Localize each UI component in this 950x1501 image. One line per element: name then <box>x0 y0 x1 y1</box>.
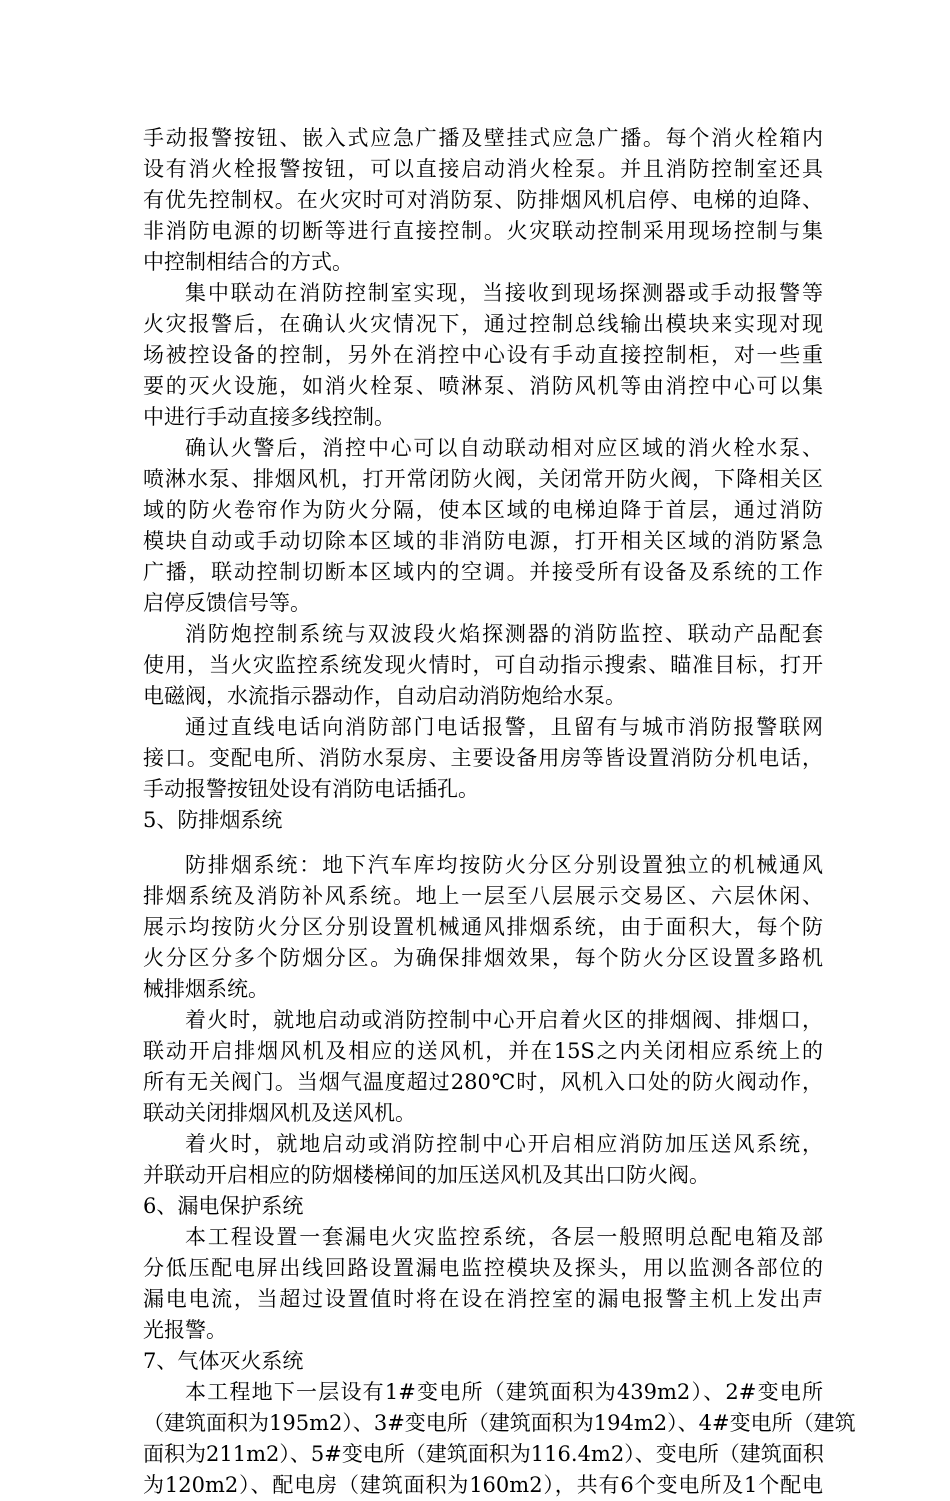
text-line: 有优先控制权。在火灾时可对消防泵、防排烟风机启停、电梯的迫降、 <box>143 188 823 212</box>
text-line: 火灾报警后，在确认火灾情况下，通过控制总线输出模块来实现对现 <box>143 312 823 336</box>
text-line: （建筑面积为195m2）、3#变电所（建筑面积为194m2）、4#变电所（建筑 <box>143 1411 856 1435</box>
text-line: 使用，当火灾监控系统发现火情时，可自动指示搜索、瞄准目标，打开 <box>143 653 823 677</box>
section-heading: 7、气体灭火系统 <box>143 1349 304 1373</box>
text-line: 防排烟系统：地下汽车库均按防火分区分别设置独立的机械通风 <box>185 853 823 877</box>
paragraph <box>143 123 823 278</box>
text-line: 面积为211m2）、5#变电所（建筑面积为116.4m2）、变电所（建筑面积 <box>143 1442 824 1466</box>
section-heading: 5、防排烟系统 <box>143 808 283 832</box>
text-line: 展示均按防火分区分别设置机械通风排烟系统，由于面积大，每个防 <box>143 915 823 939</box>
text-line: 着火时，就地启动或消防控制中心开启着火区的排烟阀、排烟口， <box>185 1008 823 1032</box>
document-body <box>143 123 856 1501</box>
paragraph <box>143 1222 823 1346</box>
text-line: 接口。变配电所、消防水泵房、主要设备用房等皆设置消防分机电话， <box>143 746 823 770</box>
text-line: 模块自动或手动切除本区域的非消防电源，打开相关区域的消防紧急 <box>143 529 823 553</box>
text-line: 本工程地下一层设有1#变电所（建筑面积为439m2）、2#变电所 <box>185 1380 823 1404</box>
text-line: 设有消火栓报警按钮，可以直接启动消火栓泵。并且消防控制室还具 <box>143 157 823 181</box>
text-line: 消防炮控制系统与双波段火焰探测器的消防监控、联动产品配套 <box>185 622 823 646</box>
text-line: 喷淋水泵、排烟风机，打开常闭防火阀，关闭常开防火阀，下降相关区 <box>143 467 823 491</box>
text-line: 中控制相结合的方式。 <box>143 250 353 274</box>
text-line: 广播，联动控制切断本区域内的空调。并接受所有设备及系统的工作 <box>143 560 823 584</box>
paragraph <box>143 1377 856 1501</box>
text-line: 着火时，就地启动或消防控制中心开启相应消防加压送风系统， <box>185 1132 823 1156</box>
text-line: 漏电电流，当超过设置值时将在设在消控室的漏电报警主机上发出声 <box>143 1287 823 1311</box>
paragraph <box>143 433 823 619</box>
text-line: 并联动开启相应的防烟楼梯间的加压送风机及其出口防火阀。 <box>143 1163 710 1187</box>
text-line: 要的灭火设施，如消火栓泵、喷淋泵、消防风机等由消控中心可以集 <box>143 374 823 398</box>
text-line: 分低压配电屏出线回路设置漏电监控模块及探头，用以监测各部位的 <box>143 1256 823 1280</box>
paragraph <box>143 278 823 433</box>
text-line: 电磁阀，水流指示器动作，自动启动消防炮给水泵。 <box>143 684 626 708</box>
text-line: 通过直线电话向消防部门电话报警，且留有与城市消防报警联网 <box>185 715 823 739</box>
paragraph <box>143 619 823 712</box>
text-line: 域的防火卷帘作为防火分隔，使本区域的电梯迫降于首层，通过消防 <box>143 498 823 522</box>
text-line: 手动报警按钮、嵌入式应急广播及壁挂式应急广播。每个消火栓箱内 <box>143 126 823 150</box>
paragraph <box>143 1129 823 1191</box>
text-line: 所有无关阀门。当烟气温度超过280℃时，风机入口处的防火阀动作， <box>143 1070 823 1094</box>
text-line: 场被控设备的控制，另外在消控中心设有手动直接控制柜，对一些重 <box>143 343 823 367</box>
paragraph <box>143 1005 823 1129</box>
text-line: 火分区分多个防烟分区。为确保排烟效果，每个防火分区设置多路机 <box>143 946 823 970</box>
text-line: 中进行手动直接多线控制。 <box>143 405 395 429</box>
text-line: 集中联动在消防控制室实现，当接收到现场探测器或手动报警等 <box>185 281 823 305</box>
text-line: 本工程设置一套漏电火灾监控系统，各层一般照明总配电箱及部 <box>185 1225 823 1249</box>
text-line: 为120m2）、配电房（建筑面积为160m2），共有6个变电所及1个配电 <box>143 1473 823 1497</box>
text-line: 光报警。 <box>143 1318 227 1342</box>
text-line: 手动报警按钮处设有消防电话插孔。 <box>143 777 479 801</box>
text-line: 启停反馈信号等。 <box>143 591 311 615</box>
text-line: 非消防电源的切断等进行直接控制。火灾联动控制采用现场控制与集 <box>143 219 823 243</box>
section-heading: 6、漏电保护系统 <box>143 1194 304 1218</box>
text-line: 联动关闭排烟风机及送风机。 <box>143 1101 416 1125</box>
text-line: 联动开启排烟风机及相应的送风机，并在15S之内关闭相应系统上的 <box>143 1039 823 1063</box>
paragraph <box>143 712 823 805</box>
text-line: 械排烟系统。 <box>143 977 269 1001</box>
paragraph <box>143 850 823 1005</box>
text-line: 确认火警后，消控中心可以自动联动相对应区域的消火栓水泵、 <box>185 436 823 460</box>
text-line: 排烟系统及消防补风系统。地上一层至八层展示交易区、六层休闲、 <box>143 884 823 908</box>
